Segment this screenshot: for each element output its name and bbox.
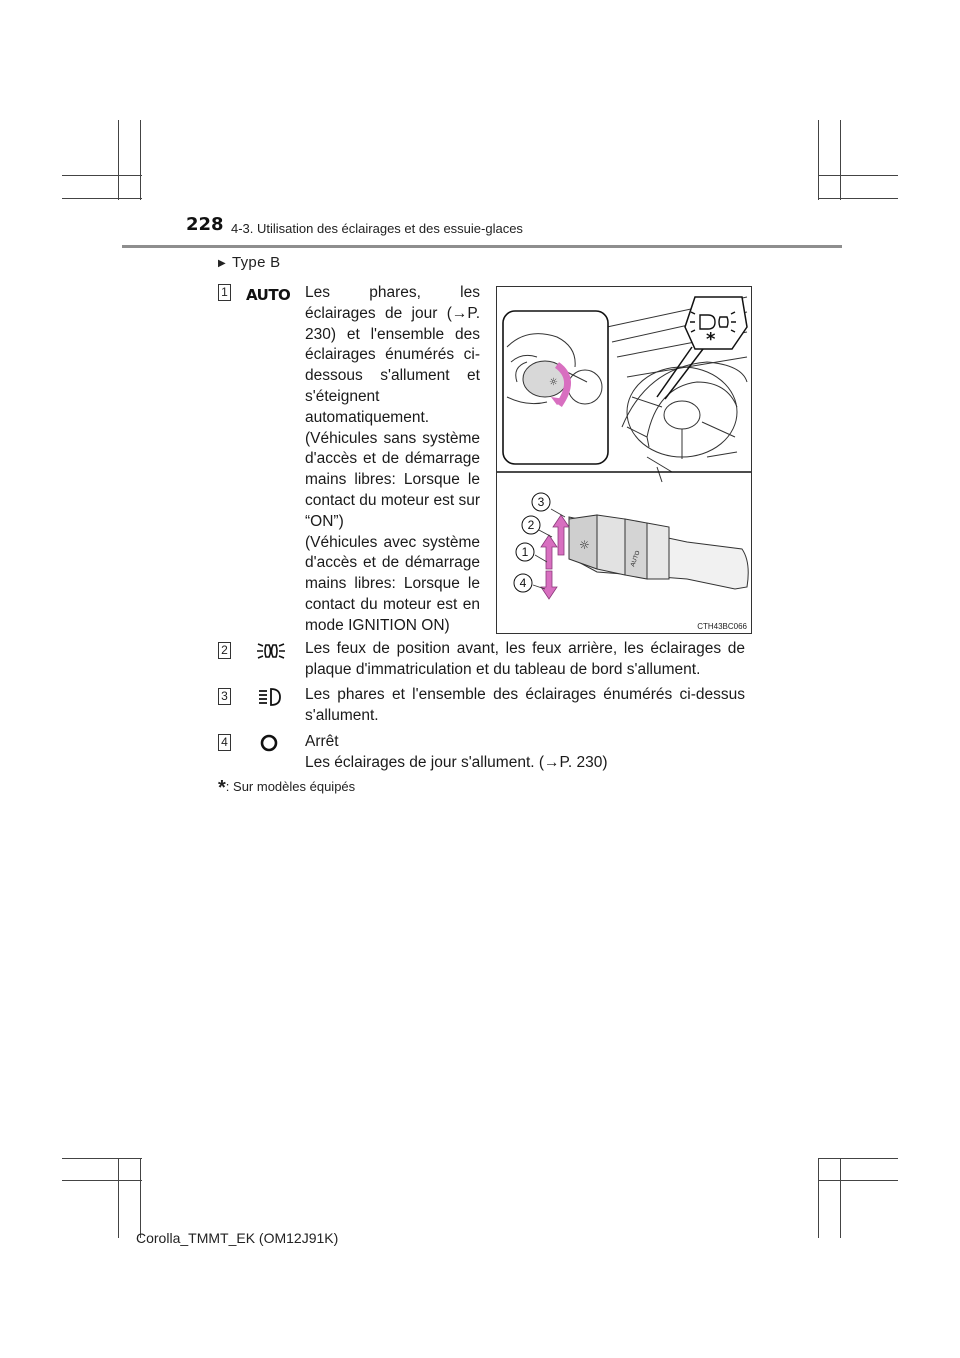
- crop-mark: [118, 120, 119, 200]
- callout-3: 3: [537, 495, 545, 509]
- header-rule: [122, 245, 842, 248]
- item-2-description: [305, 639, 745, 681]
- type-label: [218, 254, 281, 271]
- triangle-bullet-icon: ▶: [218, 258, 226, 269]
- headlight-switch-figure: [496, 286, 752, 634]
- figure-code: CTH43BC066: [697, 622, 747, 631]
- crop-mark: [62, 198, 142, 199]
- crop-mark: [840, 120, 841, 200]
- crop-mark: [62, 1180, 142, 1181]
- off-icon: [259, 733, 279, 758]
- paragraph: Les éclairages de jour s'allument. (→P. 230): [305, 753, 608, 771]
- item-number-3: 3: [218, 688, 231, 705]
- item-3-description: [305, 685, 745, 727]
- paragraph: Les phares et l'ensemble des éclairages énumérés ci-dessus s'allument.: [305, 686, 745, 724]
- crop-mark: [62, 1158, 142, 1159]
- footnote: [218, 777, 355, 800]
- crop-mark: [62, 175, 142, 176]
- crop-mark: [140, 1158, 141, 1238]
- item-4-description: [305, 732, 745, 774]
- callout-2: 2: [527, 518, 535, 532]
- crop-mark: [818, 198, 898, 199]
- callout-1: 1: [521, 545, 529, 559]
- crop-mark: [818, 1158, 819, 1238]
- figure-asterisk: *: [706, 329, 716, 350]
- type-label-text: Type B: [232, 254, 281, 271]
- footnote-star: *: [218, 777, 226, 799]
- switch-auto-label: AUTO: [630, 550, 642, 568]
- headlight-icon: [256, 686, 286, 713]
- crop-mark: [818, 1180, 898, 1181]
- crop-mark: [840, 1158, 841, 1238]
- crop-mark: [118, 1158, 119, 1238]
- item-number-4: 4: [218, 734, 231, 751]
- figure-illustration: [497, 287, 751, 633]
- item-number-1: 1: [218, 284, 231, 301]
- paragraph: Les phares, les éclairages de jour (→P. 230) et l'ensemble des éclairages énumérés ci-dessous s'allument et s'éteignent automatiquement.: [305, 284, 480, 426]
- crop-mark: [818, 1158, 898, 1159]
- paragraph: Arrêt: [305, 733, 339, 750]
- item-number-2: 2: [218, 642, 231, 659]
- footnote-text: : Sur modèles équipés: [225, 779, 356, 794]
- page-footer: Corolla_TMMT_EK (OM12J91K): [136, 1230, 339, 1246]
- paragraph: (Véhicules sans système d'accès et de démarrage mains libres: Lorsque le contact du moteur est sur “ON”): [305, 429, 480, 530]
- auto-icon: AUTO: [246, 286, 291, 304]
- page-number: 228: [186, 214, 224, 235]
- svg-text:☼: ☼: [579, 538, 590, 552]
- svg-text:☼: ☼: [549, 377, 558, 388]
- paragraph: (Véhicules avec système d'accès et de démarrage mains libres: Lorsque le contact du moteur est en mode IGNITION ON): [305, 533, 480, 634]
- section-title: 4-3. Utilisation des éclairages et des essuie-glaces: [231, 221, 523, 236]
- crop-mark: [818, 175, 898, 176]
- position-lamp-icon: [254, 641, 288, 666]
- crop-mark: [818, 120, 819, 200]
- callout-4: 4: [519, 576, 527, 590]
- paragraph: Les feux de position avant, les feux arrière, les éclairages de plaque d'immatriculation et du tableau de bord s'allument.: [305, 640, 745, 678]
- crop-mark: [140, 120, 141, 200]
- item-1-description: [305, 283, 480, 637]
